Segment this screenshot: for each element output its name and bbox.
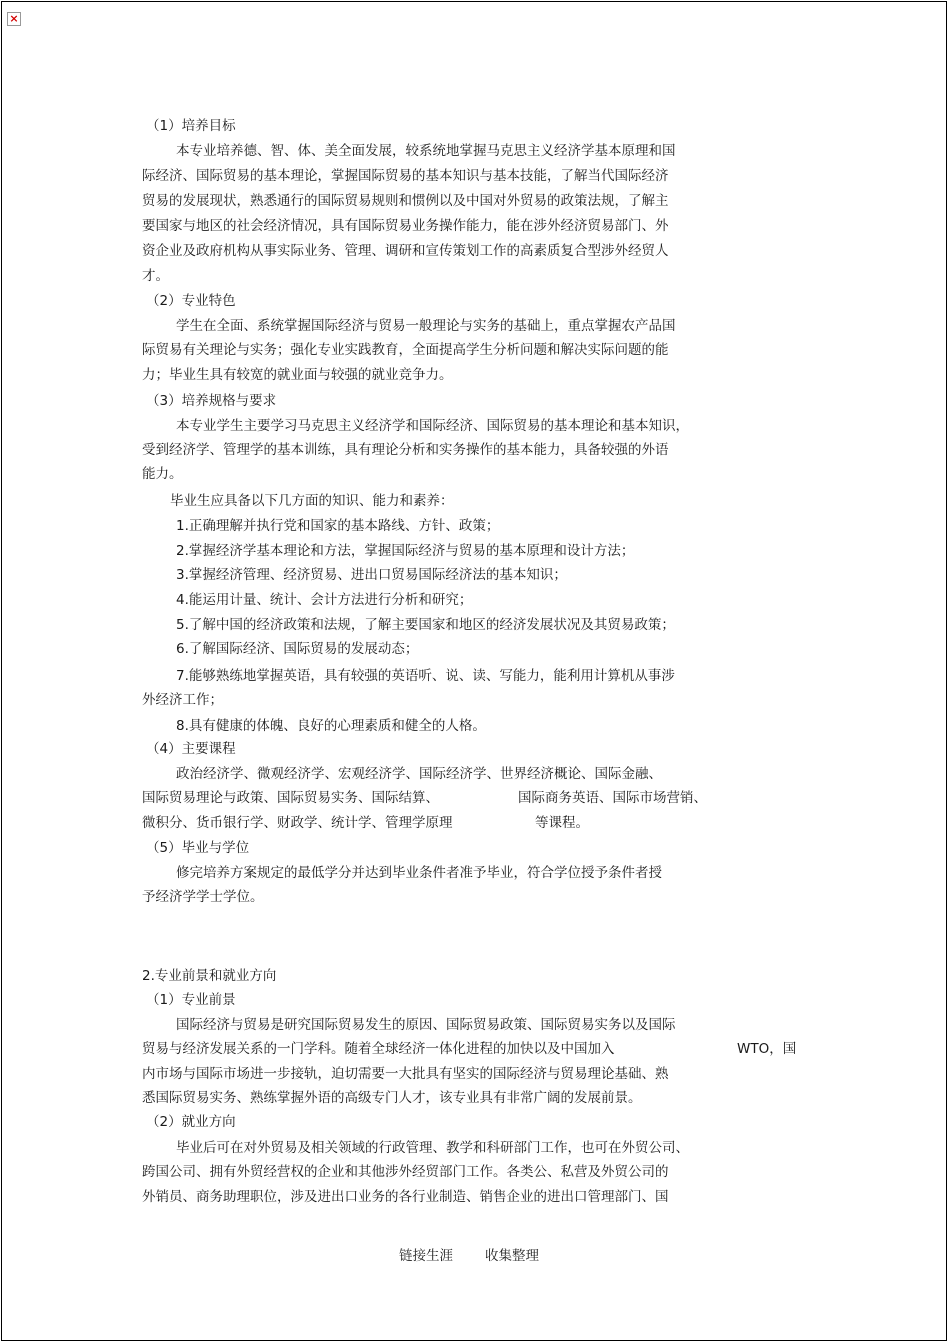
section-heading-employment: （2）就业方向: [146, 1114, 236, 1130]
list-item: 1.正确理解并执行党和国家的基本路线、方针、政策；: [176, 518, 500, 534]
paragraph-line: 予经济学学士学位。: [142, 889, 264, 905]
paragraph-line: 要国家与地区的社会经济情况，具有国际贸易业务操作能力，能在涉外经济贸易部门、外: [142, 218, 669, 234]
paragraph-line: 际经济、国际贸易的基本理论，掌握国际贸易的基本知识与基本技能，了解当代国际经济: [142, 168, 669, 184]
footer-right-text: 收集整理: [485, 1248, 539, 1264]
list-item: 3.掌握经济管理、经济贸易、进出口贸易国际经济法的基本知识；: [176, 567, 567, 583]
paragraph-line: 悉国际贸易实务、熟练掌握外语的高级专门人才，该专业具有非常广阔的发展前景。: [142, 1090, 642, 1106]
paragraph-line: 际贸易有关理论与实务；强化专业实践教育，全面提高学生分析问题和解决实际问题的能: [142, 342, 669, 358]
paragraph-line: 资企业及政府机构从事实际业务、管理、调研和宣传策划工作的高素质复合型涉外经贸人: [142, 243, 669, 259]
list-item: 2.掌握经济学基本理论和方法，掌握国际经济与贸易的基本原理和设计方法；: [176, 543, 635, 559]
course-line: 等课程。: [535, 815, 589, 831]
section-heading-training-goals: （1）培养目标: [146, 118, 236, 134]
list-item: 7.能够熟练地掌握英语，具有较强的英语听、说、读、写能力，能利用计算机从事涉: [176, 668, 675, 684]
paragraph-line: 贸易的发展现状，熟悉通行的国际贸易规则和惯例以及中国对外贸易的政策法规，了解主: [142, 193, 669, 209]
paragraph-line: 本专业学生主要学习马克思主义经济学和国际经济、国际贸易的基本理论和基本知识，: [176, 418, 689, 434]
course-line: 政治经济学、微观经济学、宏观经济学、国际经济学、世界经济概论、国际金融、: [176, 766, 662, 782]
part-title-prospects: 2.专业前景和就业方向: [142, 968, 277, 984]
paragraph-line: 学生在全面、系统掌握国际经济与贸易一般理论与实务的基础上，重点掌握农产品国: [176, 318, 676, 334]
paragraph-line: 本专业培养德、智、体、美全面发展，较系统地掌握马克思主义经济学基本原理和国: [176, 143, 676, 159]
paragraph-line: 国际经济与贸易是研究国际贸易发生的原因、国际贸易政策、国际贸易实务以及国际: [176, 1017, 676, 1033]
paragraph-line: 才。: [142, 268, 169, 284]
paragraph-line: 贸易与经济发展关系的一门学科。随着全球经济一体化进程的加快以及中国加入: [142, 1041, 615, 1057]
paragraph-line: 内市场与国际市场进一步接轨，迫切需要一大批具有坚实的国际经济与贸易理论基础、熟: [142, 1066, 669, 1082]
footer-left-text: 链接生涯: [399, 1248, 453, 1264]
paragraph-line: 能力。: [142, 466, 183, 482]
course-line: 国际贸易理论与政策、国际贸易实务、国际结算、: [142, 790, 439, 806]
paragraph-line: 修完培养方案规定的最低学分并达到毕业条件者准予毕业，符合学位授予条件者授: [176, 865, 662, 881]
paragraph-line: 跨国公司、拥有外贸经营权的企业和其他涉外经贸部门工作。各类公、私营及外贸公司的: [142, 1164, 669, 1180]
section-heading-degree: （5）毕业与学位: [146, 840, 250, 856]
list-item-continuation: 外经济工作；: [142, 692, 223, 708]
broken-image-icon: ×: [7, 12, 21, 26]
paragraph-line: 毕业后可在对外贸易及相关领域的行政管理、教学和科研部门工作，也可在外贸公司、: [176, 1140, 689, 1156]
section-heading-courses: （4）主要课程: [146, 741, 236, 757]
list-item: 6.了解国际经济、国际贸易的发展动态；: [176, 641, 419, 657]
paragraph-line: WTO，国: [737, 1041, 797, 1057]
list-item: 8.具有健康的体魄、良好的心理素质和健全的人格。: [176, 718, 486, 734]
section-heading-features: （2）专业特色: [146, 293, 236, 309]
paragraph-line: 力；毕业生具有较宽的就业面与较强的就业竞争力。: [142, 367, 453, 383]
course-line: 国际商务英语、国际市场营销、: [518, 790, 707, 806]
course-line: 微积分、货币银行学、财政学、统计学、管理学原理: [142, 815, 453, 831]
list-item: 4.能运用计量、统计、会计方法进行分析和研究；: [176, 592, 473, 608]
section-heading-prospects: （1）专业前景: [146, 992, 236, 1008]
paragraph-line: 外销员、商务助理职位，涉及进出口业务的各行业制造、销售企业的进出口管理部门、国: [142, 1189, 669, 1205]
paragraph-line: 受到经济学、管理学的基本训练，具有理论分析和实务操作的基本能力，具备较强的外语: [142, 442, 669, 458]
section-heading-requirements: （3）培养规格与要求: [146, 393, 277, 409]
requirements-intro: 毕业生应具备以下几方面的知识、能力和素养：: [170, 493, 454, 509]
list-item: 5.了解中国的经济政策和法规，了解主要国家和地区的经济发展状况及其贸易政策；: [176, 617, 675, 633]
